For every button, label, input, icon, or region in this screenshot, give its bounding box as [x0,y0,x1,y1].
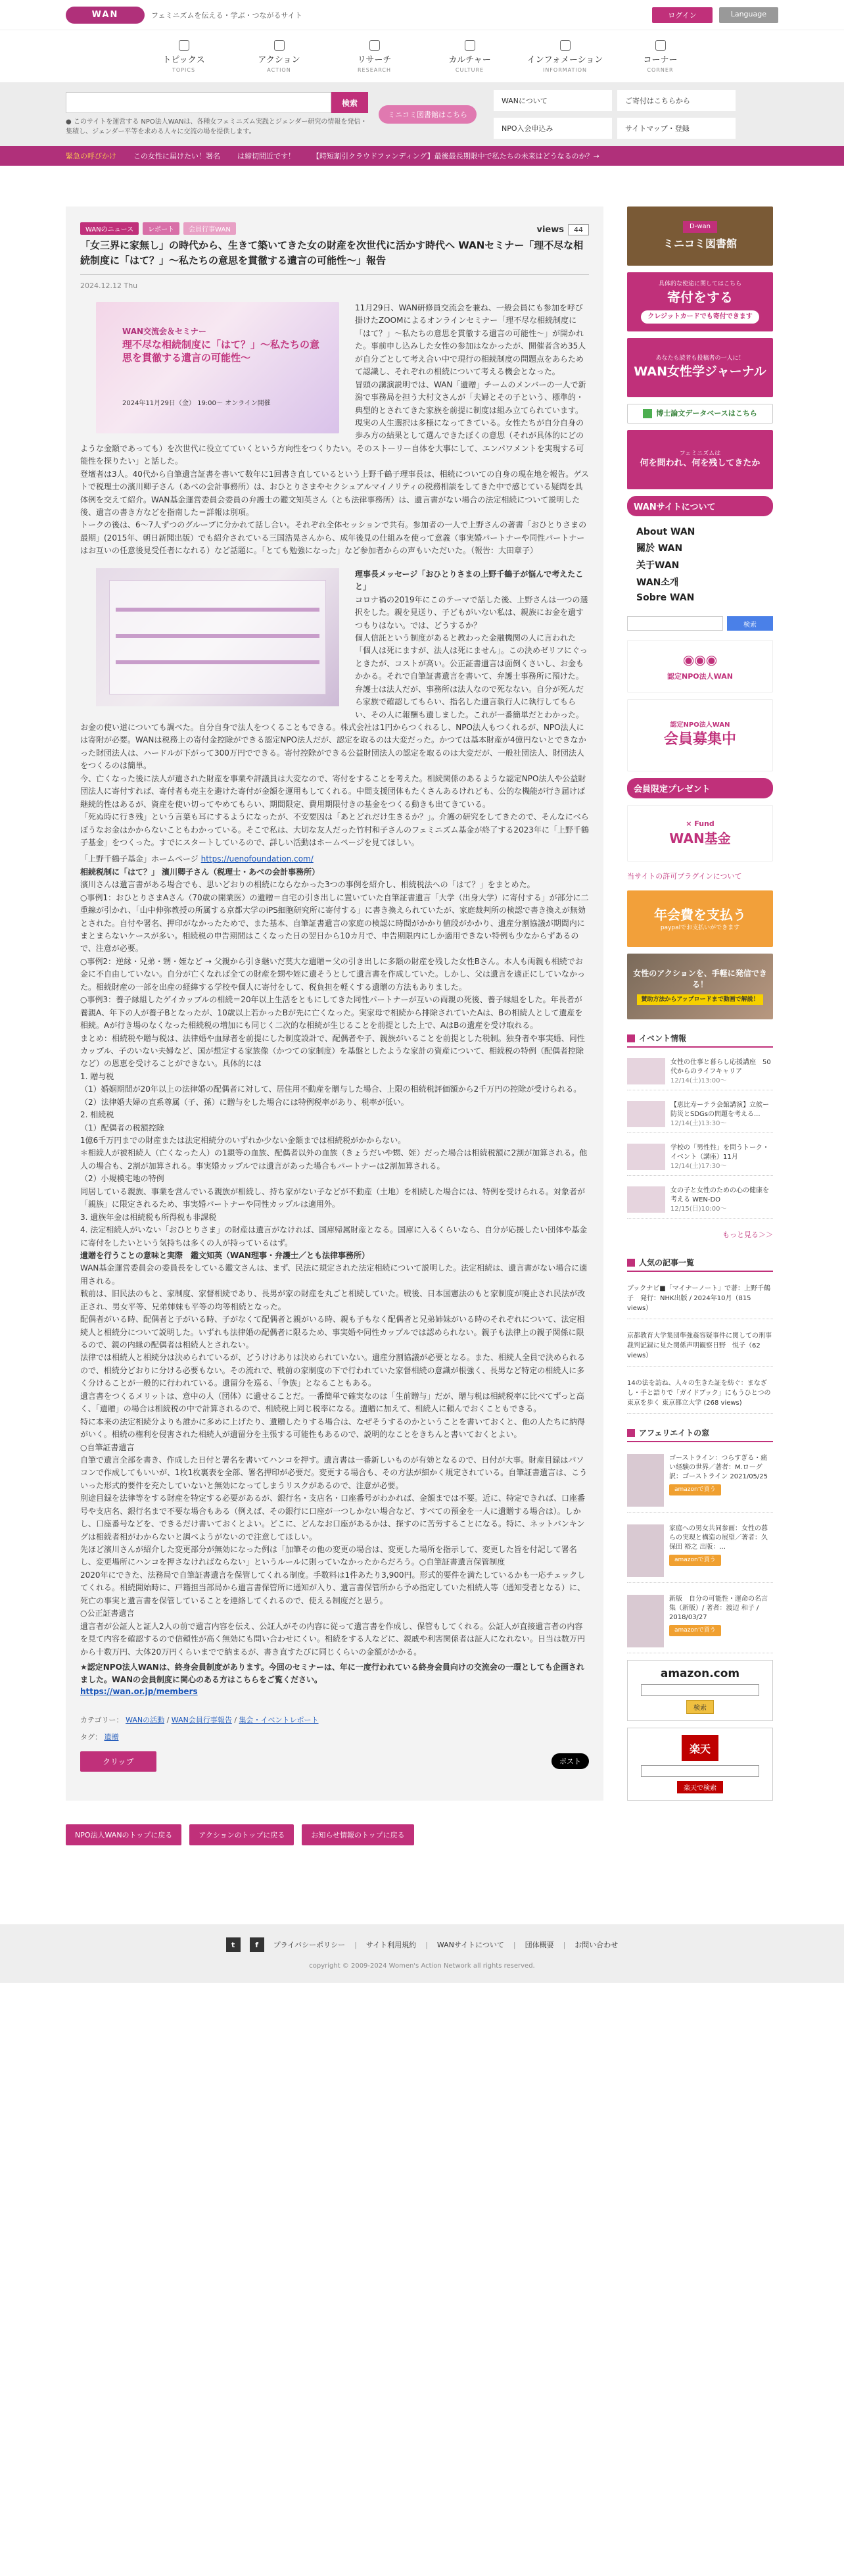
category-link[interactable]: 集会・イベントレポート [239,1715,319,1724]
book-cover [627,1595,664,1647]
affiliate-item[interactable] [627,1449,773,1513]
footer-link[interactable]: 団体概要 [525,1941,554,1949]
badge[interactable]: WANのニュース [80,222,139,235]
paragraph: 1億6千万円までの財産または法定相続分のいずれか少ない金額までは相続税がかからない。 [80,1136,406,1145]
book-title: 家庭への男女共同参画：女性の暮らの実現と構造の展望／著者：久保田 裕之 出版：... [669,1525,768,1551]
members-cta: ★認定NPO法人WANは、終身会員制度があります。今回のセミナーは、年に一度行われている終身会員向けの交流会の一環としても企画されました。WANの会員制度に関心のある方はこちらをご覧ください。 [80,1662,584,1685]
nav-label: コーナー [643,55,678,65]
affiliate-item[interactable] [627,1519,773,1583]
event-thumbnail [627,1101,665,1127]
back-buttons [66,1824,778,1845]
event-date: 12/15(日)10:00〜 [670,1205,727,1213]
paragraph: 2020年にできた、法務局で自筆証書遺言を保管してくれる制度。手数料は1件あたり3,900円。形式的要件を満たしているかも一応チェックしてくれる。相続開始時に、戸籍担当部局から遺言書保管所に通知が入り、遺言書保管所から予め指定していた相続人等（通知受者となる）に、死亡の事実と遺言書を保管していることを連絡してくれるので、使える制度だと思う。 [80,1570,586,1605]
about-link[interactable]: WAN소개 [636,577,679,588]
book-title: ゴーストライン：つらすぎる・痛い経験の世界／著者：M.ローグ 訳：ゴーストライン 2021/05/25 [669,1455,768,1480]
nav-information[interactable] [517,30,613,82]
paragraph: WAN基金運営委員会の委員長をしている鑑文さんは、まず、民法に規定された法定相続について説明した。法定相続は、遺言書がない場合に適用される。 [80,1263,588,1286]
footer-link[interactable]: サイト利用規約 [365,1941,417,1949]
back-to-action-top[interactable]: アクションのトップに戻る [189,1824,294,1845]
banner-text: 女性のアクションを、手軽に発信できる！ [633,968,767,989]
nav-label: インフォメーション [527,55,603,65]
banner-small: 具体的な使途に関してはこちら [658,280,741,287]
slide-bar [116,660,319,664]
paragraph: ○事例2：逆縁・兄弟・甥・姪など → 父親から引き継いだ莫大な遺贈＝父の引き出しに多額の財産を残した女性Bさん。本人も両親も相続でお金に不自由していない。自分が亡くなれば全ての財産を甥や姪に遺そうとして遺言書を作成していた。しかし、父は遺言を適正にしていなかった。相続財産の一部を出産の経緯する学校や個人に寄付をして、税負担を軽くする遺贈の方法もありました。 [80,956,586,992]
topics-icon [179,40,189,51]
paragraph: 4. 法定相続人がいない「おひとりさま」の財産は遺言がなければ、国庫帰属財産となる。国庫に入るくらいなら、自分が応援したい団体や基金に寄付をしたいという気持ちは多くの人が持っているはず。 [80,1225,588,1248]
logo-mark[interactable]: WAN [66,7,145,24]
badge[interactable]: 会員行事WAN [183,222,236,235]
book-title: 新版 自分の可能性・運命の名言集（新版）/ 著者：渡辺 和子 / 2018/03/27 [669,1595,768,1621]
footer [0,1924,844,1983]
event-date: 12/14(土)13:00〜 [670,1077,727,1084]
minicomi-library-banner[interactable] [627,207,773,266]
amazon-search-button[interactable]: 検索 [686,1700,714,1714]
seminar-slide-image [96,568,339,706]
paragraph: 戦前は、旧民法のもと、家制度、家督相続であり、長男が家の財産を丸ごと相続していた。戦後、日本国憲法のもと家制度が廃止され民法が改正され、男女平等、兄弟姉妹も平等の均等相続となった。 [80,1289,586,1311]
event-text [670,1186,773,1214]
paragraph: 濱川さんは遺言書がある場合でも、思いどおりの相続にならなかった3つの事例を紹介し、相続税法への「はて？」をまとめた。 [80,880,535,890]
fund-link[interactable]: https://uenofoundation.com/ [200,854,314,864]
language-button[interactable]: Language [719,7,778,23]
ticker-item[interactable]: この女性に届けたい！署名 [133,152,220,160]
affiliate-text [669,1524,773,1577]
article-title: 「女三界に家無し」の時代から、生きて築いてきた女の財産を次世代に活かす時代へ WANセミナー「理不尽な相続制度に「はて？」〜私たちの意思を貫徹する遺言の可能性〜」報告 [80,238,589,275]
category-line: カテゴリー： WANの活動 / WAN会員行事報告 / 集会・イベントレポート [80,1715,319,1724]
banner-small: あなたも読者も投稿者の一人に！ [655,355,745,362]
category-label: カテゴリー： [80,1715,124,1724]
paragraph: 2. 相続税 [80,1110,114,1120]
paragraph: 特に本来の法定相続分よりも誰かに多めに上げたり、遺贈したりする場合は、なぜそうするのかということを書いておくと、他の人たちに納得がいく。相続の権利を侵害された相続人が遺留分を主張する可能性もあるので、説明的なことをきちんと書いておくとよい。 [80,1417,586,1440]
news-ticker [0,146,844,166]
paragraph: 遺言書をつくるメリットは、意中の人（団体）に遺せることだ。一番簡単で確実なのは「生前贈与」だが、贈与税は相続税率に比べてずっと高く、「遺贈」の場合は相続税の中で計算されるので、相続税上同じ税率になる。遺贈に加えて、相続人に頼んでおくこともできる。 [80,1391,584,1414]
event-title: 【恵比寿ーテラ会館講演】立候ー防災とSDGsの問題を考える... [670,1102,769,1118]
login-button[interactable]: ログイン [652,7,712,23]
paragraph: 11月29日、WAN研修員交流会を兼ね、一般会員にも参加を呼び掛けたZOOMによるオンラインセミナー「理不尽な相続制度に「はて？」〜私たちの意思を貫徹する遺言の可能性〜」が開かれた。事前申し込みした女性の参加はなかったが、開催者含め35人が自分ごとして考え合い中で現行の相続制度の問題点をあらためて認識し、それぞれの相続について考える機会となった。 [355,303,586,377]
search-button[interactable]: 検索 [331,92,368,113]
database-icon [643,409,652,418]
paragraph: 「死ぬ時に行き残」という言葉も耳にするようになったが、不安要因は「あとどれだけ生きるか？」。介護の研究をしてきたので、そんなにベらぼうなお金はかからないこともわかっている。そこで私は、大切な友人だった竹村和子さんのフェミニズム基金が終了する2023年に「上野千鶴子基金」をつくった。すでにスタートしているので、詳しい活動はホームページを見てほしい。 [80,812,589,847]
back-to-info-top[interactable]: お知らせ情報のトップに戻る [302,1824,413,1845]
nav-culture[interactable] [422,30,517,82]
events-heading [627,1033,773,1048]
copyright: copyright © 2009-2024 Women's Action Network all rights reserved. [309,1962,535,1970]
about-link[interactable]: 關於 WAN [636,543,683,554]
event-thumbnail [627,1186,665,1213]
paragraph: 先ほど濱川さんが紹介した変更部分が無効になった例は「加筆その他の変更の場合は、変更した場所を指示して、変更した旨を付記して署名し、変更場所にハンコを押さなければならない」というルールに則っていなかったからだろう。○自筆証書遺言保管制度 [80,1545,577,1567]
tag-label: タグ： [80,1732,102,1741]
banner-small: × Fund [686,819,715,829]
popular-title: 人気の記事一覧 [639,1258,695,1267]
paragraph: 1. 贈与税 [80,1071,114,1081]
wan-logo-banner[interactable] [627,640,773,693]
amazon-search-input[interactable] [641,1684,759,1696]
paragraph: 今、亡くなった後に法人が遺された財産を事業や評議員は大変なので、寄付をすることを考えた。相続関係のあるような認定NPO法人や公益財団法人に寄付すれば、寄付者も売主を避けた寄付が金額を運用もしてくれる。中間支援団体もたくさんあるけれども、公的な機能が行き届けば継続的性はあるが、資産を使い切ってやめてもらい、期間限定、費用期限付きの基金をつくる動きも出てきている。 [80,773,586,809]
about-link[interactable]: Sobre WAN [636,593,695,603]
section-heading: 遺贈を行うことの意味と実際 鑑文知英（WAN理事・弁護士／とも法律事務所） [80,1250,370,1260]
popular-item[interactable]: 京都教育大学集団準強姦容疑事件に関しての刑事裁判記録に見た関係声明観察日野 悦子（62 views） [627,1326,773,1367]
book-icon [627,1429,635,1437]
nav-sub: CORNER [647,66,674,73]
main-nav [0,30,844,83]
clip-button[interactable]: クリップ [80,1751,156,1772]
site-tagline: フェミニズムを伝える・学ぶ・つながるサイト [151,11,302,20]
event-text [670,1101,773,1129]
wan-logo-icon: ◉◉◉ [682,652,718,668]
banner-text: 何を問われ、何を残してきたか [640,458,761,469]
event-text [670,1058,773,1086]
sidebar [627,207,773,1801]
google-search-button[interactable]: 検索 [727,616,773,631]
banner-small: 賛助方法からアップロードまで動画で解説！ [637,994,762,1006]
banner-text: 寄付をする [667,289,733,306]
rakuten-logo: 楽天 [682,1735,718,1761]
banner-text: ミニコミ図書館 [663,237,737,250]
rakuten-search-button[interactable]: 楽天で検索 [677,1781,723,1793]
footer-link[interactable]: お問い合わせ [574,1941,619,1949]
donate-banner[interactable] [627,272,773,331]
banner-text: 会員募集中 [663,731,736,748]
article-body [80,302,589,1696]
ranking-icon [627,1259,635,1267]
separator: | [425,1940,428,1949]
footer-link[interactable]: WANサイトについて [436,1941,504,1949]
plugin-link[interactable]: 当サイトの許可プラグインについて [627,872,742,881]
event-date: 12/14(土)17:30〜 [670,1163,727,1170]
share-row [80,1751,589,1772]
information-icon [560,40,571,51]
affiliate-heading [627,1427,773,1442]
quick-link-sitemap[interactable]: サイトマップ・登録 [617,118,736,139]
slide-bar [116,634,319,638]
paragraph: 冒頭の講演説明では、WAN「遺贈」チームのメンバーの一人で新潟で事務局を担う大村文さんが「夫婦とその子という、標準的・典型的とされてきた家族を前提に制度は組み立てられています。現実の人生選択は多様になってきている。女性たちが自分自身の歩み方の結果として選んできたぼくの意思（それが具体的にどのような金額であっても）を次世代に役立てていくという方向性をつくりたい。そのストーリー自体を大事にして、エンパワメントを実現する可能性を探りたい」と話した。 [80,379,586,466]
slide-bar [116,608,319,612]
action-banner[interactable] [627,954,773,1019]
banner-text: 年会費を支払う [654,906,746,923]
paragraph: ○事例1：おひとりさまAさん（70歳の開業医）の遺贈＝自宅の引き出しに置いていた自筆証書遺言「大学（出身大学）に寄付する」が部分に二重線が引かれ、「山中伸弥教授の所属する京都大学のiPS細胞研究所に寄付する」に書き換えられていたが、家庭裁判所の検認で書き換えが無効とされた。自付や署名、押印がなかったためで、また基本、自筆証書遺言の家庭の検認に時間がかかり値段がかかり、遺産分割協議が期間内にまとまらないケースが多い。相続税の申告期間はこくなった日の翌日から10カ月で、申告期限内にしか適用できない特例も少なからずあるので、注意が必要。 [80,892,589,954]
paragraph: 個人信託という制度があると教わった金融機関の人に言われた「個人は死にますが、法人は死にません」。この決めゼリフにぐっときたが、コストが高い。公正証書遺言は面倒くさいし、お金もかかる。それで自筆証書遺言を書いて、弁護士事務所に預けた。弁護士は法人だが、事務所は法人なので死なない。自分が死んだら家族で確認してもらい、指名した遺言執行人に執行してもらい、その人に報酬も遺しました。これが一番簡単だとわかった。 [355,633,588,719]
quick-link-join[interactable]: NPO入会申込み [494,118,612,139]
paragraph: トークの後は、6〜7人ずつのグループに分かれて話し合い。それぞれ全体セッションで共有。参加者の一人で上野さんの著書「おひとりさまの最期」(2015年、朝日新聞出版）でも紹介されている三国浩晃さんから、成年後見の仕組みを使って意義（事実婚パートナーや同性パートナーはお互いの任意後見受任者になれる）など話題に。「とても勉強になった」など参加者からの声もいただいた。（報告：大田章子） [80,520,587,556]
paragraph: ○自筆証書遺言 [80,1442,135,1452]
about-link[interactable]: 关于WAN [636,560,680,571]
member-banner[interactable] [627,699,773,771]
fund-link-label: 「上野千鶴子基金」ホームページ [80,854,199,864]
nav-label: カルチャー [448,55,491,65]
section-heading: 理事長メッセージ「おひとりさまの上野千鶴子が悩んで考えたこと」 [355,569,584,592]
paragraph: ○事例3：養子縁組したゲイカップルの相続＝20年以上生活をともにしてきた同性パートナーが互いの両親の死後、養子縁組をした。年長者が養親A、年下の人が養子Bとなったが、10歳以上若かったBが先に亡くなった。実家母で相続から排除されていたAは、Bの相続人として遺産を相続。Aが行き場のなくなった相続税の増加にも同じく二次的な相続が生じることを前提とした上で、AはBの遺産を受け取れる。 [80,995,583,1031]
nav-sub: INFORMATION [542,66,588,73]
nav-sub: RESEARCH [358,66,391,73]
event-thumbnail [627,1058,665,1084]
quick-link-about[interactable]: WANについて [494,90,612,111]
culture-icon [465,40,475,51]
research-icon [369,40,380,51]
action-icon [274,40,285,51]
affiliate-text [669,1454,773,1507]
paragraph: 法律では相続人と相続分は決められているが、どうけけありは決められていない。遺産分割協議が必要となる。また、相続人全員で決められるので、相続分どおりに分ける必要もない。その流れで、戦前の家制度の下で行われていた家督相続の意識が根強く、長男など特定の相続人に多く分けることが一般的に行われている。遺留分を巡る、「争族」となることもある。 [80,1353,586,1388]
back-to-wan-top[interactable]: NPO法人WANのトップに戻る [66,1824,181,1845]
flyer-line: 2024年11月29日（金） 19:00〜 オンライン開催 [122,400,271,407]
event-title: 女性の仕事と暮らし応援講座 50代からのライフキャリア [670,1059,771,1075]
paragraph: 3. 遺族年金は相続税も所得税も非課税 [80,1212,217,1222]
views-count: 44 [568,224,589,235]
paragraph: ＊相続人が被相続人（亡くなった人）の1親等の血族、配偶者以外の血族（きょうだいや甥、姪）だった場合は相続税額に2割が加算される。他人の場合も、2割が加算される。事実婚カップルでは遺言があった場合もパートナーは2割加算される。 [80,1148,588,1171]
banner-small: フェミニズムは [679,450,721,457]
corner-icon [655,40,666,51]
site-logo[interactable] [66,7,302,24]
thesis-db-banner[interactable] [627,404,773,424]
popular-heading [627,1257,773,1272]
popular-item[interactable]: ブックナビ■「マイナーノート」で著：上野千鶴子 発行：NHK出版 / 2024年10月（815 views） [627,1278,773,1319]
paragraph: （1）配偶者の税額控除 [80,1123,164,1132]
twitter-icon[interactable]: t [226,1937,241,1952]
about-link[interactable]: About WAN [636,527,695,537]
badge[interactable]: レポート [143,222,179,235]
nav-label: トピックス [162,55,205,65]
ticker-item: は締切間近です！ [237,152,295,160]
banner-small: D-wan [683,221,717,233]
event-title: 学校の「男性性」を問うトーク・イベント（講座）11月 [670,1144,769,1161]
paragraph: 同居している親族、事業を営んでいる親族が相続し、持ち家がない子などが不動産（土地）を相続した場合には、特例を受けられる。対象者が「親族」に限定されるため、事実婚パートナーや同性カップルは適用外。 [80,1186,586,1209]
seminar-flyer-image [96,302,339,433]
banner-small: 認定NPO法人WAN [670,721,730,729]
ticker-label: 緊急の呼びかけ [66,152,116,160]
event-thumbnail [627,1144,665,1170]
x-post-button[interactable]: ポスト [551,1753,589,1769]
book-cover [627,1454,664,1507]
affiliate-item[interactable] [627,1590,773,1653]
article [66,207,603,1801]
top-bar [0,0,844,30]
popular-item[interactable]: 14の法を訪ね、人々の生きた証を紡ぐ：まなざし・手と語りで「ガイドブック」にもうひとつの東京を歩く 東京都立大学 (268 views) [627,1373,773,1414]
affiliate-text [669,1595,773,1647]
more-events-link[interactable]: もっと見る＞＞ [722,1230,773,1239]
paragraph: 登壇者は3人。40代から自筆遺言証書を書いて数年に1回書き直しているという上野千鶴子理事長は、相続についての自身の現在地を報告。ゲストで税理士の濱川卿子さん（あべの会計事務所）は、おひとりさまやセクシュアルマイノリティの税務相談をしてきた中で感じている疑問を具体例を交えて紹介。WAN基金運営委員会委員の弁護士の鑑文知英さん（とも法律事務所）は、遺言書がない場合の法定相続について説明した後、遺言の書き方などを指南した＝詳報は別項。 [80,469,589,517]
quick-link-donate[interactable]: ご寄付はこちらから [617,90,736,111]
paragraph: 自筆で遺言全部を書き、作成した日付と署名を書いてハンコを押す。遺言書は一番新しいものが有効となるので、日付が大事。財産目録はパソコンで作成してもいいが、1枚1枚裏表を全部、署名押印が必要だ。変更する場合も、その方法が細かく規定されている。自筆証書遺言は、こういった形式的要件を充たしていないと無効になってしまうリスクがあるので、注意が必要。 [80,1455,588,1490]
footer-link[interactable]: プライバシーポリシー [273,1941,346,1949]
amazon-buy-button[interactable]: amazonで買う [669,1625,721,1636]
present-heading: 会員限定プレゼント [627,778,773,798]
nav-topics[interactable] [136,30,231,82]
fund-banner[interactable] [627,805,773,862]
views-label: views [536,225,564,235]
event-item[interactable] [627,1182,773,1219]
paragraph: （2）法律婚夫婦の直系尊属（子、孫）に贈与をした場合には特例税率があり、税率が低い。 [80,1097,409,1107]
event-item[interactable] [627,1097,773,1133]
nav-sub: CULTURE [455,66,484,73]
feminism-banner[interactable] [627,430,773,489]
paragraph: お金の使い道についても調べた。自分自身で法人をつくることもできる。株式会社は1円からつくれるし、NPO法人もつくれるが、NPO法人には寄附が必要。WANは税務上の寄付金控除ができる認定NPO法人だが、認定を取るのは大変だった。かつては基本財産が4億円ないとできなかった財団法人は、ハードルが下がって300万円でできる。寄付控除ができる公益財団法人の認定を取るのは大変だが、一般社団法人、財団法人をつくるのは簡単。 [80,723,586,771]
separator: | [513,1940,516,1949]
search-input[interactable] [66,92,331,113]
event-title: 女の子と女性のための心の健康を考える WEN-DO [670,1187,769,1203]
google-search [627,614,773,633]
rakuten-search-box [627,1728,773,1801]
event-item[interactable] [627,1054,773,1090]
separator: | [563,1940,566,1949]
tag-link[interactable]: 遺贈 [104,1732,119,1741]
event-text [670,1144,773,1171]
flyer-line: WAN交流会＆セミナー [122,327,207,336]
about-heading: WANサイトについて [627,496,773,516]
site-description: ● このサイトを運営する NPO法人WANは、各種女フェミニズム実践とジェンダー研究の情報を発信・集積し、ジェンダー平等を求める人々に交流の場を提供します。 [66,118,367,135]
quick-links [494,90,736,139]
annual-fee-banner[interactable] [627,890,773,947]
members-link[interactable]: https://wan.or.jp/members [80,1686,198,1696]
section-heading: 相続税制に「はて？」 濱川卿子さん（税理士・あべの会計事務所） [80,867,320,877]
google-search-input[interactable] [627,616,723,631]
category-link[interactable]: WANの活動 [126,1715,165,1724]
nav-research[interactable] [327,30,422,82]
events-title: イベント情報 [639,1034,687,1043]
facebook-icon[interactable]: f [250,1937,264,1952]
amazon-buy-button[interactable]: amazonで買う [669,1484,721,1495]
banner-text: 博士論文データベースはこちら [656,409,757,418]
journal-banner[interactable] [627,338,773,397]
paragraph: （1）婚姻期間が20年以上の法律婚の配偶者に対して、居住用不動産を贈与した場合、上限の相続税評価額から2千万円の控除が受けられる。 [80,1084,582,1094]
banner-text: WAN女性学ジャーナル [634,364,766,379]
about-list [627,523,773,607]
banner-text: WAN基金 [669,830,731,846]
calendar-icon [627,1034,635,1042]
separator: | [354,1940,357,1949]
book-cover [627,1524,664,1577]
amazon-search-box [627,1660,773,1721]
event-item[interactable] [627,1140,773,1176]
amazon-buy-button[interactable]: amazonで買う [669,1555,721,1566]
nav-label: アクション [258,55,300,65]
banner-pill: クレジットカードでも寄付できます [641,310,759,324]
affiliate-title: アフェリエイトの窓 [639,1428,710,1438]
paragraph: 別途目録を法律等をする財産を特定する必要があるが、銀行名・支店名・口座番号がわかれば、金額までは不要。近に、特定できれば、口座番号や支店名、銀行名まで不要な場合もある（例えば、その銀行に口座が一つしかない場合など、すべての預金を一人に遺贈する場合は）。しかし、口座番号などを、できるだけ書いておくとよい。どこに、どんなお口座があるかは、探すのに苦労することになる。特に、ネットバンキングは相続者相がわからないと調べようがないので注意してほしい。 [80,1494,586,1542]
minicomi-library-button[interactable]: ミニコミ図書館はこちら [379,105,477,124]
search-band [0,83,844,146]
paragraph: （2）小規模宅地の特例 [80,1174,164,1184]
paragraph: ○公正証書遺言 [80,1609,135,1618]
nav-sub: ACTION [267,66,291,73]
category-link[interactable]: WAN会員行事報告 [171,1715,232,1724]
amazon-logo: amazon.com [660,1667,740,1680]
tag-line [80,1732,589,1742]
banner-small: paypalでお支払いができます [660,924,740,931]
rakuten-search-input[interactable] [641,1765,759,1777]
nav-corner[interactable] [613,30,708,82]
ticker-item[interactable]: 【時短割引クラウドファンディング】最後最長期限中で私たちの未来はどうなるのか？→ [312,152,599,160]
paragraph: コロナ禍の2019年にこのテーマで話した後、上野さんは一つの選択をした。親を見送り、子どもがいない私は、親族にお金を遺すつもりはない。では、どうするか？ [355,595,588,630]
paragraph: 遺言者が公証人と証人2人の前で遺言内容を伝え、公証人がその内容に従って遺言書を作成し、保管もしてくれる。公証人が直接遺言者の内容を見て内容を確認するので信頼性が高く無効にも問い合わせにくい。相続をする人などに、親戚や利害関係者は証人になれない。日当は数万円から十数万円、大体20万円くらいまでで納まるが、書き直すたびに同じくらいの金額がかかる。 [80,1621,586,1657]
nav-label: リサーチ [357,55,392,65]
paragraph: まとめ：相続税や贈与税は、法律婚や血縁者を前提にした制度設計で、配偶者や子、親族がいることを前提とした税制。独身者や事実婚、同性カップル、子のいない夫婦など、国が想定する家族像（かつての家制度）を基盤としたような家計の資産について、相続税の特例（配偶者控除など）の恩恵を受けることができない。具体的には [80,1033,585,1069]
nav-action[interactable] [231,30,327,82]
article-date: 2024.12.12 Thu [80,281,138,290]
event-date: 12/14(土)13:30〜 [670,1120,727,1127]
flyer-line: 理不尽な相続制度に「はて？」〜私たちの意思を貫徹する遺言の可能性〜 [122,339,320,364]
paragraph: 配偶者がいる時、配偶者と子がいる時、子がなくて配偶者と親がいる時、親も子もなく配偶者と兄弟姉妹がいる時のそれぞれについて、法定相続人と相続分について説明した。いずれも法律婚の配偶者に限るため、事実婚や同性カップルでは認められない。親子も法律上の親子関係に限るので、親の内縁の配偶者は相続人とされない。 [80,1315,585,1349]
fund-link-line [80,853,589,865]
banner-text: 認定NPO法人WAN [667,672,733,681]
nav-sub: TOPICS [172,66,196,73]
